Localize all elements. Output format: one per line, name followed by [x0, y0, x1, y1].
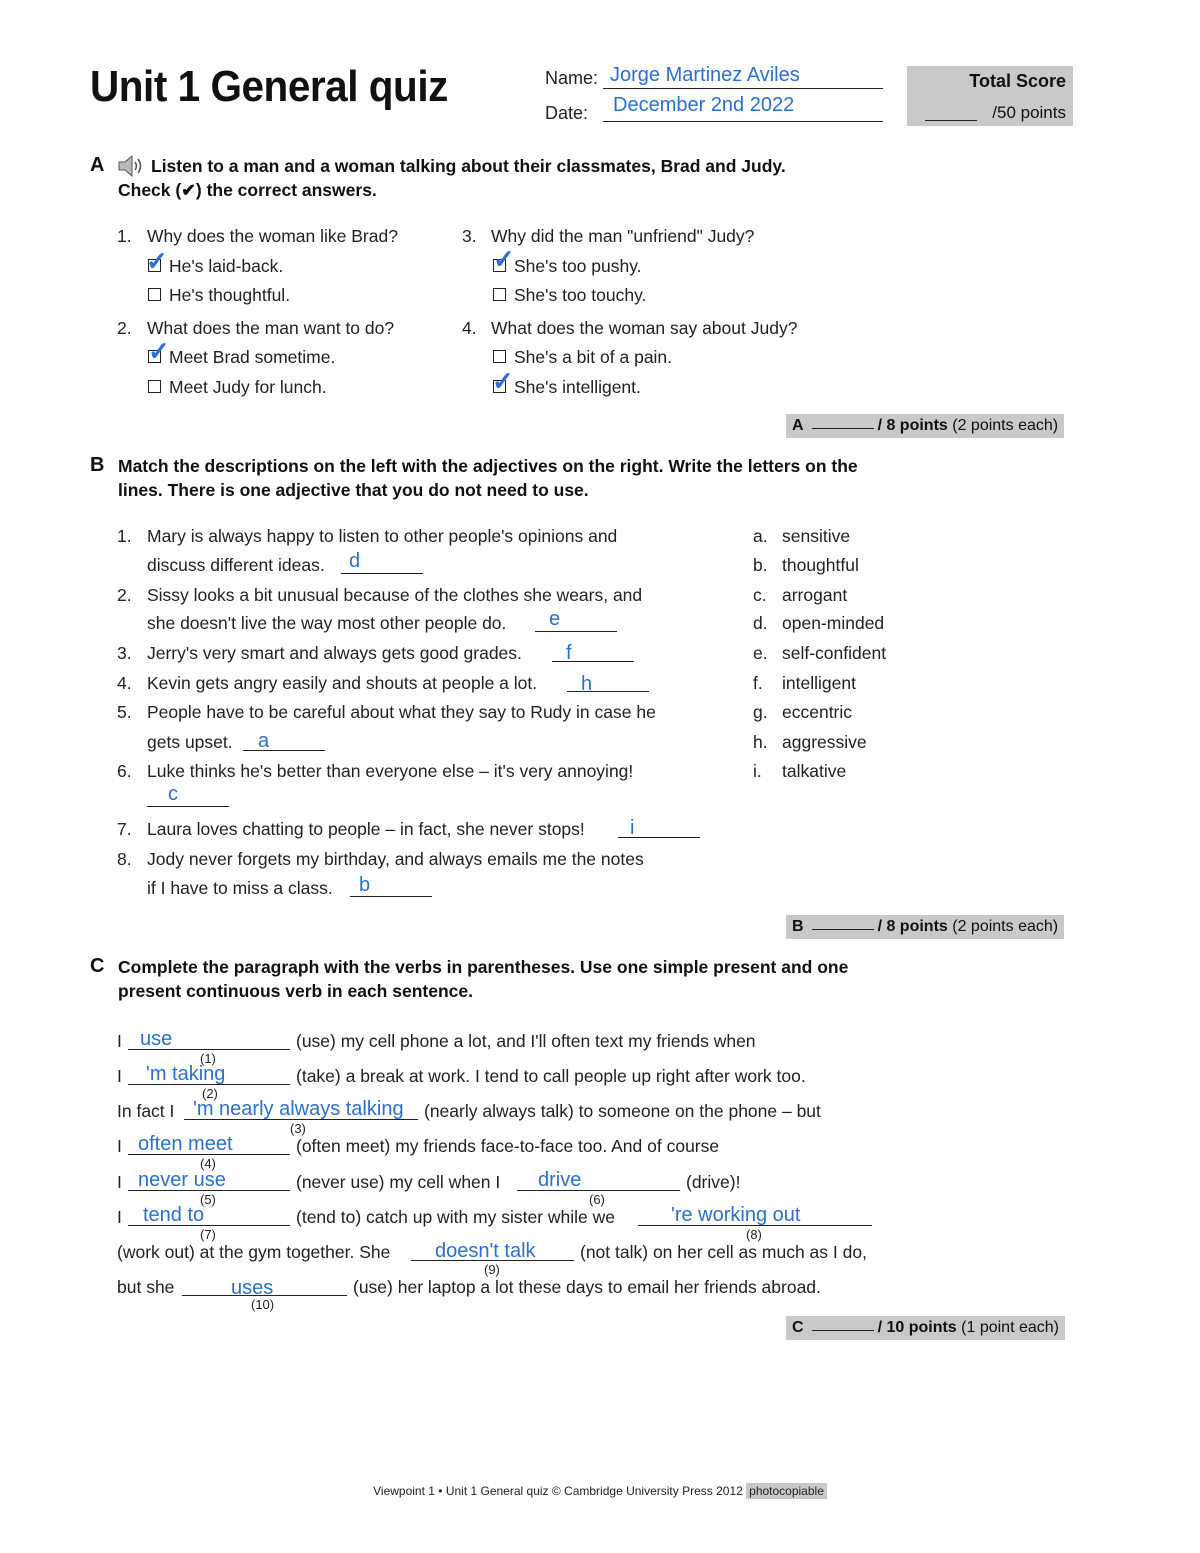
answer-blank[interactable] — [552, 661, 634, 662]
answer[interactable]: c — [168, 783, 178, 805]
paragraph-text: I — [117, 1066, 122, 1086]
item-text: Kevin gets angry easily and shouts at people a lot. — [147, 673, 538, 693]
blank-number: (9) — [484, 1262, 500, 1277]
adjective-letter: i. — [753, 761, 762, 781]
paragraph-text: (drive)! — [686, 1172, 741, 1192]
section-c-letter: C — [90, 955, 105, 977]
answer-blank[interactable] — [243, 750, 325, 751]
adjective-word: thoughtful — [782, 555, 859, 575]
option-text: She's too touchy. — [514, 285, 647, 305]
paragraph-text: (work out) at the gym together. She — [117, 1242, 391, 1262]
adjective-letter: d. — [753, 613, 768, 633]
answer[interactable]: d — [349, 550, 361, 572]
adjective-letter: c. — [753, 585, 767, 605]
paragraph-text: (never use) my cell when I — [296, 1172, 501, 1192]
item-number: 6. — [117, 761, 132, 781]
answer[interactable]: tend to — [143, 1204, 205, 1226]
question-number: 1. — [117, 226, 132, 246]
answer-blank[interactable] — [567, 691, 649, 692]
option-text: She's intelligent. — [514, 377, 641, 397]
adjective-letter: a. — [753, 526, 768, 546]
checkbox[interactable] — [493, 350, 506, 363]
section-b-score — [786, 915, 1064, 939]
adjective-letter: b. — [753, 555, 768, 575]
score-note: (1 point each) — [961, 1319, 1059, 1336]
answer[interactable]: use — [140, 1028, 173, 1050]
paragraph-text: (take) a break at work. I tend to call people up right after work too. — [296, 1066, 806, 1086]
paragraph-text: I — [117, 1172, 122, 1192]
answer[interactable]: 'm taking — [146, 1063, 226, 1085]
score-letter: C — [792, 1319, 804, 1336]
total-score-label: Total Score — [969, 71, 1066, 91]
blank-number: (3) — [290, 1121, 306, 1136]
paragraph-text: but she — [117, 1277, 175, 1297]
blank-number: (7) — [200, 1227, 216, 1242]
paragraph-text: (nearly always talk) to someone on the phone – but — [424, 1101, 821, 1121]
answer[interactable]: uses — [231, 1277, 274, 1299]
item-text: Jerry's very smart and always gets good grades. — [147, 643, 522, 663]
question-text: Why did the man "unfriend" Judy? — [491, 226, 755, 246]
photocopiable-badge: photocopiable — [746, 1483, 827, 1499]
item-text: if I have to miss a class. — [147, 878, 333, 898]
section-c-instruction-2: present continuous verb in each sentence. — [118, 981, 473, 1001]
option-text: She's a bit of a pain. — [514, 347, 673, 367]
item-text: Sissy looks a bit unusual because of the clothes she wears, and — [147, 585, 643, 605]
paragraph-text: (use) her laptop a lot these days to email her friends abroad. — [353, 1277, 821, 1297]
adjective-word: talkative — [782, 761, 847, 781]
score-blank[interactable] — [812, 1316, 874, 1331]
answer[interactable]: f — [566, 642, 572, 664]
score-note: (2 points each) — [952, 918, 1059, 935]
item-number: 2. — [117, 585, 132, 605]
check-mark-icon: ✓ — [146, 246, 168, 276]
question-number: 3. — [462, 226, 477, 246]
date-field[interactable]: December 2nd 2022 — [613, 94, 795, 116]
blank-number: (4) — [200, 1156, 216, 1171]
item-text: People have to be careful about what they say to Rudy in case he — [147, 702, 656, 722]
option-text: He's thoughtful. — [169, 285, 291, 305]
answer[interactable]: drive — [538, 1169, 582, 1191]
score-letter: A — [792, 417, 804, 434]
question-number: 2. — [117, 318, 132, 338]
speaker-icon[interactable] — [117, 155, 147, 182]
option-text: Meet Judy for lunch. — [169, 377, 327, 397]
page-title: Unit 1 General quiz — [90, 62, 448, 111]
answer[interactable]: a — [258, 730, 270, 752]
paragraph-text: I — [117, 1031, 122, 1051]
score-blank[interactable] — [812, 915, 874, 930]
answer[interactable]: e — [549, 608, 561, 630]
name-field[interactable]: Jorge Martinez Aviles — [610, 64, 800, 86]
item-text: Mary is always happy to listen to other people's opinions and — [147, 526, 618, 546]
section-a-letter: A — [90, 154, 105, 176]
item-text: gets upset. — [147, 732, 233, 752]
blank-number: (1) — [200, 1051, 216, 1066]
checkbox[interactable] — [148, 288, 161, 301]
checkbox[interactable] — [493, 288, 506, 301]
item-number: 5. — [117, 702, 132, 722]
check-mark-icon: ✓ — [492, 366, 514, 396]
item-number: 7. — [117, 819, 132, 839]
answer[interactable]: often meet — [138, 1133, 233, 1155]
answer-blank[interactable] — [341, 573, 423, 574]
section-a-score — [786, 414, 1064, 438]
check-mark-icon: ✓ — [493, 244, 515, 274]
blank-number: (8) — [746, 1227, 762, 1242]
section-a-instruction-1: Listen to a man and a woman talking about their classmates, Brad and Judy. — [151, 156, 786, 176]
adjective-word: arrogant — [782, 585, 848, 605]
adjective-word: aggressive — [782, 732, 867, 752]
paragraph-text: I — [117, 1207, 122, 1227]
paragraph-text: (use) my cell phone a lot, and I'll often text my friends when — [296, 1031, 756, 1051]
blank-number: (6) — [589, 1192, 605, 1207]
date-line — [603, 121, 883, 122]
total-score-points: /50 points — [992, 103, 1066, 122]
adjective-word: self-confident — [782, 643, 887, 663]
section-b-letter: B — [90, 454, 105, 476]
section-c-instruction-1: Complete the paragraph with the verbs in parentheses. Use one simple present and one — [118, 957, 849, 977]
answer[interactable]: 're working out — [671, 1204, 801, 1226]
question-text: What does the man want to do? — [147, 318, 395, 338]
checkbox[interactable] — [148, 380, 161, 393]
paragraph-text: (not talk) on her cell as much as I do, — [580, 1242, 867, 1262]
option-text: He's laid-back. — [169, 256, 284, 276]
adjective-letter: e. — [753, 643, 768, 663]
score-points: / 8 points — [877, 417, 948, 434]
answer[interactable]: never use — [138, 1169, 226, 1191]
item-text: discuss different ideas. — [147, 555, 325, 575]
answer[interactable]: i — [630, 817, 635, 839]
item-text: Jody never forgets my birthday, and always emails me the notes — [147, 849, 644, 869]
answer-blank[interactable] — [147, 806, 229, 807]
score-points: / 8 points — [877, 918, 948, 935]
check-mark-icon: ✓ — [148, 336, 170, 366]
section-b-instruction-1: Match the descriptions on the left with the adjectives on the right. Write the letters on the — [118, 456, 858, 476]
paragraph-text: (often meet) my friends face-to-face too. And of course — [296, 1136, 720, 1156]
adjective-letter: h. — [753, 732, 768, 752]
question-text: What does the woman say about Judy? — [491, 318, 798, 338]
adjective-word: open-minded — [782, 613, 885, 633]
score-note: (2 points each) — [952, 417, 1059, 434]
answer-blank[interactable] — [535, 631, 617, 632]
paragraph-text: In fact I — [117, 1101, 175, 1121]
question-text: Why does the woman like Brad? — [147, 226, 398, 246]
total-score-box — [907, 66, 1073, 126]
score-letter: B — [792, 918, 804, 935]
adjective-word: intelligent — [782, 673, 856, 693]
answer[interactable]: b — [359, 874, 371, 896]
paragraph-text: I — [117, 1136, 122, 1156]
blank-number: (10) — [251, 1297, 275, 1312]
item-number: 4. — [117, 673, 132, 693]
option-text: She's too pushy. — [514, 256, 642, 276]
adjective-word: sensitive — [782, 526, 851, 546]
name-line — [603, 88, 883, 89]
option-text: Meet Brad sometime. — [169, 347, 336, 367]
paragraph-text: (tend to) catch up with my sister while we — [296, 1207, 616, 1227]
answer[interactable]: doesn't talk — [435, 1240, 536, 1262]
question-number: 4. — [462, 318, 477, 338]
item-text: she doesn't live the way most other people do. — [147, 613, 507, 633]
adjective-word: eccentric — [782, 702, 853, 722]
section-c-score — [786, 1316, 1065, 1340]
date-label: Date: — [545, 103, 589, 123]
score-points: / 10 points — [877, 1319, 957, 1336]
answer[interactable]: 'm nearly always talking — [193, 1098, 404, 1120]
total-score-blank[interactable] — [925, 120, 977, 121]
item-number: 1. — [117, 526, 132, 546]
adjective-letter: g. — [753, 702, 768, 722]
item-text: Luke thinks he's better than everyone else – it's very annoying! — [147, 761, 634, 781]
adjective-letter: f. — [753, 673, 763, 693]
item-number: 8. — [117, 849, 132, 869]
answer[interactable]: h — [581, 673, 593, 695]
score-blank[interactable] — [812, 414, 874, 429]
blank-number: (2) — [202, 1086, 218, 1101]
item-number: 3. — [117, 643, 132, 663]
footer-text: Viewpoint 1 • Unit 1 General quiz © Cambridge University Press 2012 — [373, 1484, 743, 1498]
blank-number: (5) — [200, 1192, 216, 1207]
item-text: Laura loves chatting to people – in fact, she never stops! — [147, 819, 585, 839]
section-a-instruction-2: Check (✔) the correct answers. — [118, 180, 377, 200]
section-b-instruction-2: lines. There is one adjective that you do not need to use. — [118, 480, 589, 500]
name-label: Name: — [545, 68, 599, 88]
footer — [0, 1484, 1200, 1498]
